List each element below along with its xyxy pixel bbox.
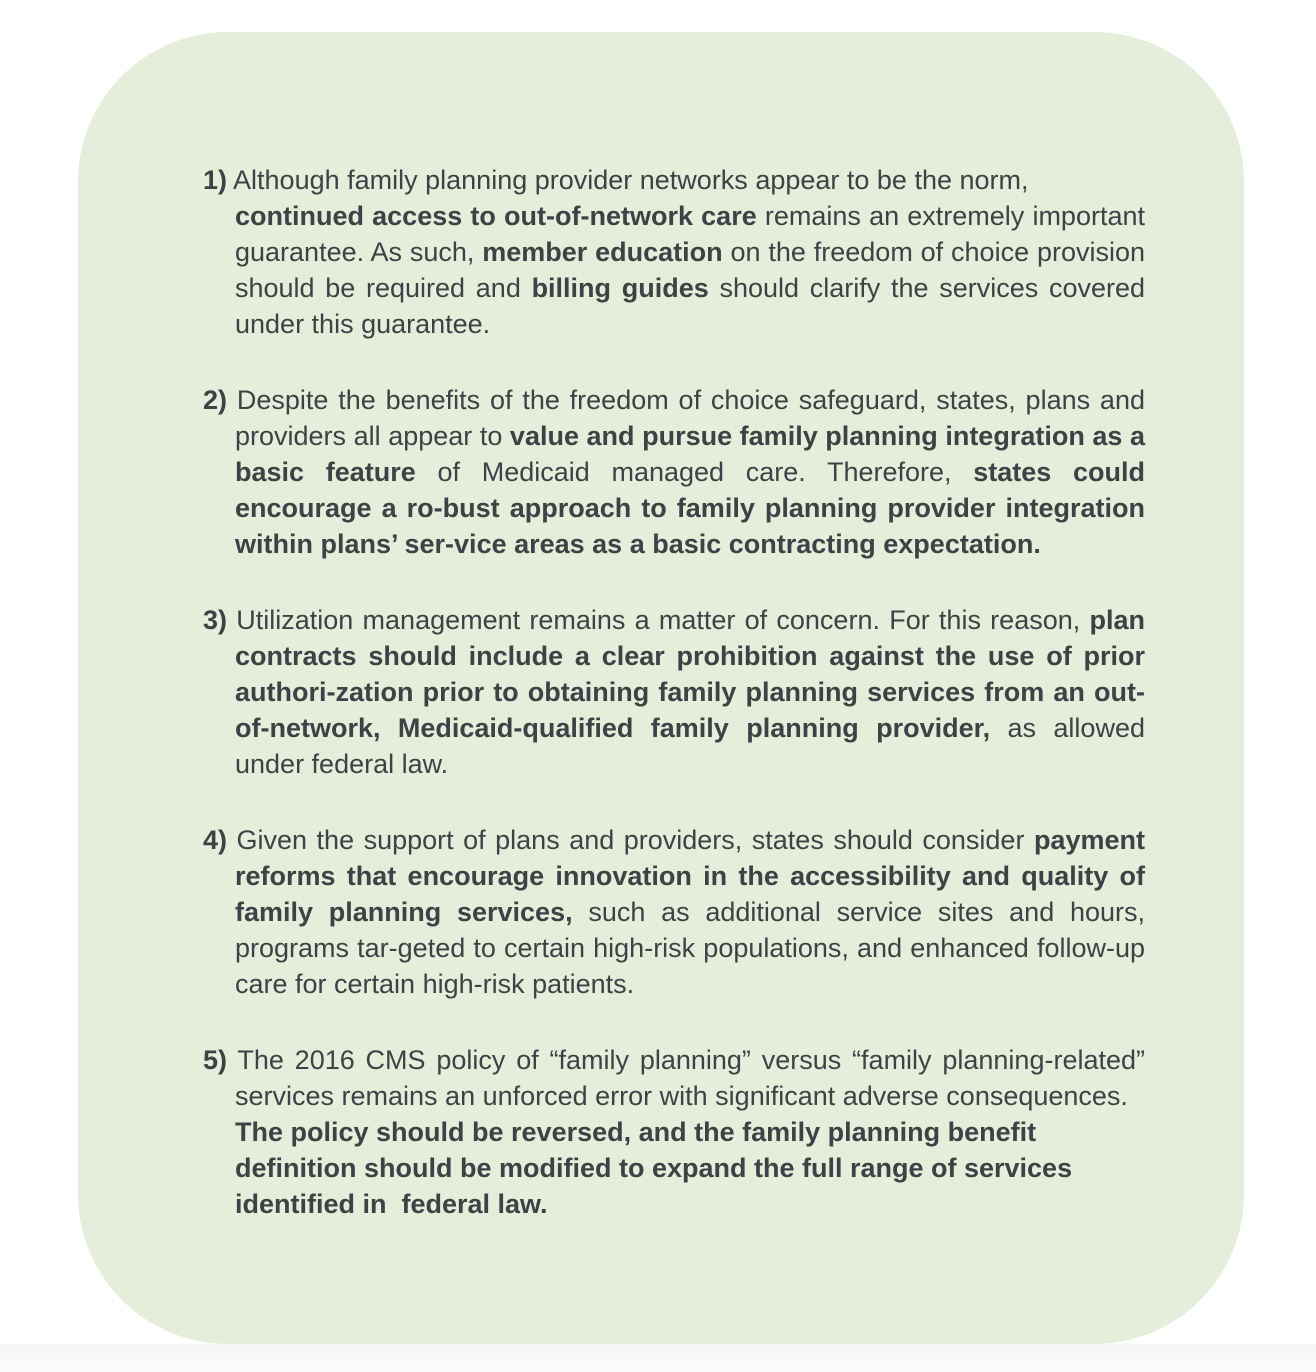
item-text: on the freedom of choice provision should be required and bbox=[235, 237, 1145, 303]
item-text: remains an extremely important guarantee. As such, bbox=[235, 201, 1145, 267]
list-item bbox=[203, 162, 1145, 342]
item-text: such as additional service sites and hours, programs tar-geted to certain high-risk populations, and enhanced follow-up care for certain high-risk patients. bbox=[235, 897, 1145, 999]
item-text-bold: plan contracts should include a clear prohibition against the use of prior authori-zation prior to obtaining family planning services from an out-of-network, Medicaid-qualified family planning provider, bbox=[235, 605, 1145, 743]
item-text-bold: member education bbox=[482, 237, 723, 267]
item-text: Despite the benefits of the freedom of choice safeguard, states, plans and providers all appear to bbox=[235, 385, 1145, 451]
item-text: should clarify the services covered under this guarantee. bbox=[235, 273, 1146, 339]
item-text-bold: states could encourage a ro-bust approach to family planning provider integration within plans’ ser-vice areas as a basic contracting expectation. bbox=[235, 457, 1146, 559]
item-text: The 2016 CMS policy of “family planning” versus “family planning-related” services remains an unforced error with significant adverse consequences. bbox=[235, 1045, 1145, 1111]
item-text: Given the support of plans and providers, states should consider bbox=[236, 825, 1034, 855]
item-number: 3) bbox=[203, 605, 228, 635]
page-bottom-edge bbox=[0, 1344, 1316, 1372]
recommendations-list bbox=[203, 162, 1145, 1262]
item-text-bold: definition should be modified to expand the full range of services bbox=[235, 1153, 1073, 1183]
item-text-bold: The policy should be reversed, and the family planning benefit bbox=[235, 1117, 1037, 1147]
item-number: 2) bbox=[203, 385, 228, 415]
list-item bbox=[203, 1042, 1145, 1222]
list-item bbox=[203, 602, 1145, 782]
item-text-bold: identified in federal law. bbox=[235, 1189, 548, 1219]
list-item bbox=[203, 822, 1145, 1002]
item-text: of Medicaid managed care. Therefore, bbox=[415, 457, 974, 487]
item-text: Utilization management remains a matter of concern. For this reason, bbox=[236, 605, 1090, 635]
item-text-bold: payment reforms that encourage innovation in the accessibility and quality of family planning services, bbox=[235, 825, 1145, 927]
item-number: 5) bbox=[203, 1045, 228, 1075]
item-number: 4) bbox=[203, 825, 228, 855]
item-text-bold: billing guides bbox=[531, 273, 709, 303]
item-text: as allowed under federal law. bbox=[235, 713, 1145, 779]
item-text-bold: value and pursue family planning integration as a basic feature bbox=[235, 421, 1146, 487]
item-text: Although family planning provider networks appear to be the norm, bbox=[233, 165, 1029, 195]
item-number: 1) bbox=[203, 165, 228, 195]
list-item bbox=[203, 382, 1145, 562]
document-card bbox=[78, 32, 1244, 1344]
item-text-bold: continued access to out-of-network care bbox=[235, 201, 757, 231]
